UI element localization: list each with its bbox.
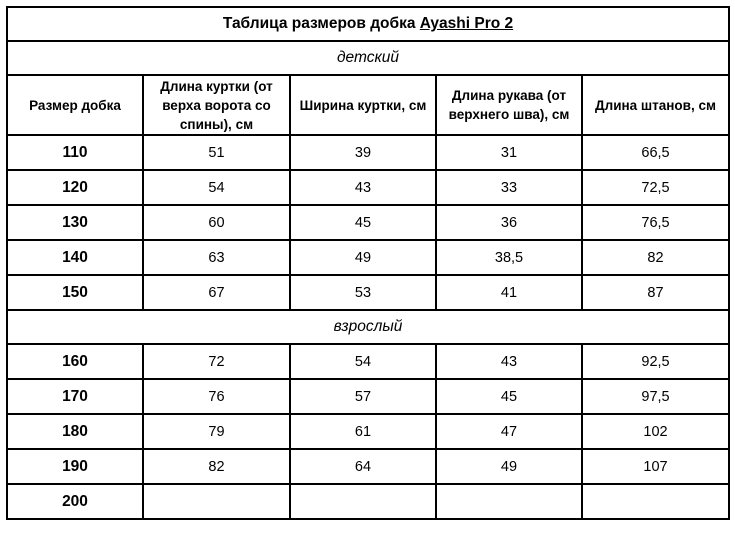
column-header-size: Размер добка [7, 75, 143, 135]
table-cell: 60 [143, 205, 290, 240]
table-cell: 51 [143, 135, 290, 170]
column-header-jacket-width: Ширина куртки, см [290, 75, 436, 135]
table-cell: 67 [143, 275, 290, 310]
size-cell: 140 [7, 240, 143, 275]
section-label-adult: взрослый [7, 310, 729, 344]
section-label-child: детский [7, 41, 729, 75]
table-row [7, 135, 729, 170]
size-table [6, 6, 730, 520]
table-row [7, 414, 729, 449]
table-row [7, 275, 729, 310]
column-header-jacket-length: Длина куртки (от верха ворота со спины), см [143, 75, 290, 135]
title-text: Таблица размеров добка [222, 15, 416, 32]
size-cell: 130 [7, 205, 143, 240]
size-cell: 150 [7, 275, 143, 310]
brand-link[interactable]: Ayashi Pro 2 [419, 15, 514, 32]
table-cell: 45 [290, 205, 436, 240]
table-cell: 72,5 [582, 170, 729, 205]
table-cell: 47 [436, 414, 582, 449]
table-title [7, 7, 729, 41]
column-header-sleeve-length: Длина рукава (от верхнего шва), см [436, 75, 582, 135]
size-cell: 180 [7, 414, 143, 449]
table-cell: 92,5 [582, 344, 729, 379]
table-cell: 54 [290, 344, 436, 379]
table-row [7, 449, 729, 484]
table-cell: 49 [290, 240, 436, 275]
table-row [7, 484, 729, 519]
table-row [7, 240, 729, 275]
table-cell: 82 [582, 240, 729, 275]
table-cell: 38,5 [436, 240, 582, 275]
table-cell: 57 [290, 379, 436, 414]
table-cell: 64 [290, 449, 436, 484]
size-cell: 200 [7, 484, 143, 519]
table-cell: 39 [290, 135, 436, 170]
table-cell: 49 [436, 449, 582, 484]
table-cell: 43 [436, 344, 582, 379]
table-cell: 102 [582, 414, 729, 449]
table-cell: 72 [143, 344, 290, 379]
table-cell: 41 [436, 275, 582, 310]
size-cell: 190 [7, 449, 143, 484]
table-row [7, 170, 729, 205]
table-cell: 54 [143, 170, 290, 205]
size-cell: 170 [7, 379, 143, 414]
table-row [7, 379, 729, 414]
table-cell: 97,5 [582, 379, 729, 414]
table-cell [582, 484, 729, 519]
table-cell: 53 [290, 275, 436, 310]
table-cell: 107 [582, 449, 729, 484]
table-cell [143, 484, 290, 519]
table-cell: 66,5 [582, 135, 729, 170]
table-cell: 87 [582, 275, 729, 310]
table-cell: 31 [436, 135, 582, 170]
table-row [7, 205, 729, 240]
table-cell [290, 484, 436, 519]
size-cell: 120 [7, 170, 143, 205]
table-row [7, 344, 729, 379]
size-cell: 110 [7, 135, 143, 170]
table-cell: 61 [290, 414, 436, 449]
table-cell [436, 484, 582, 519]
table-cell: 45 [436, 379, 582, 414]
table-cell: 63 [143, 240, 290, 275]
table-cell: 36 [436, 205, 582, 240]
size-cell: 160 [7, 344, 143, 379]
table-cell: 76 [143, 379, 290, 414]
table-cell: 82 [143, 449, 290, 484]
table-cell: 79 [143, 414, 290, 449]
table-cell: 76,5 [582, 205, 729, 240]
column-header-pants-length: Длина штанов, см [582, 75, 729, 135]
table-cell: 33 [436, 170, 582, 205]
table-cell: 43 [290, 170, 436, 205]
